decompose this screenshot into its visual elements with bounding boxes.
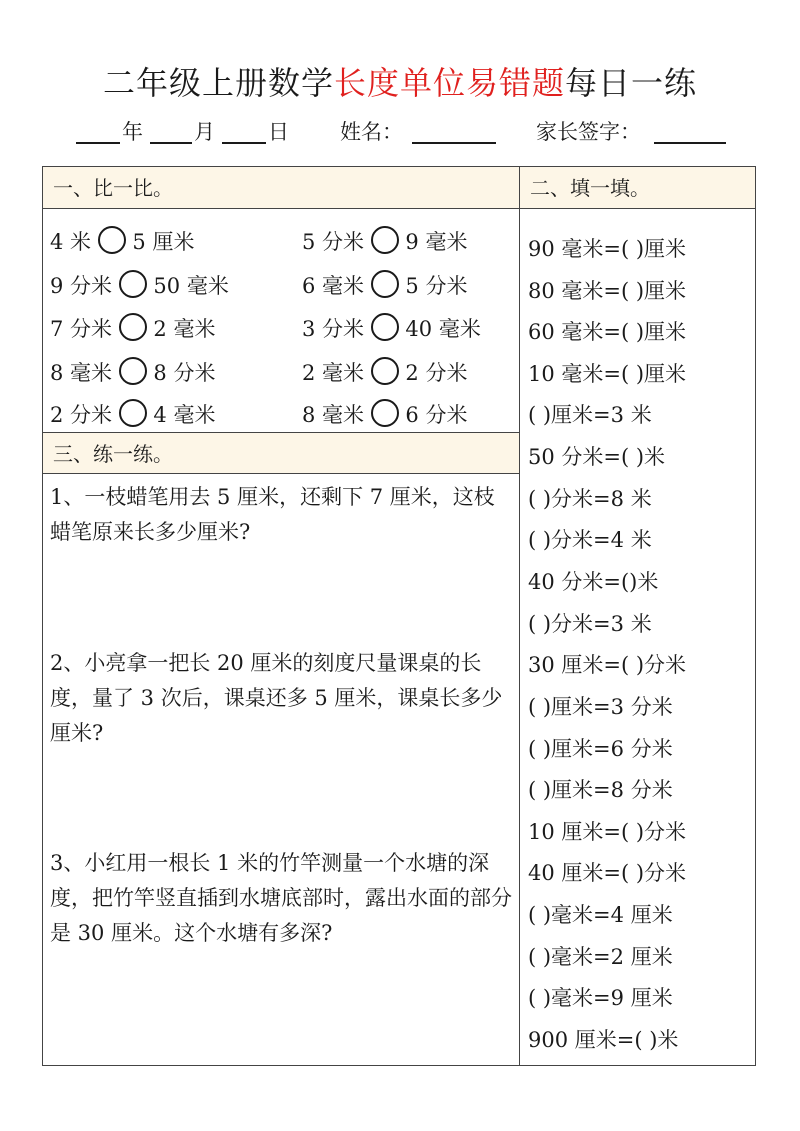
page-title — [0, 58, 800, 104]
title-part1: 二年级上册数学 — [102, 64, 334, 102]
compare-circle[interactable] — [371, 357, 399, 385]
compare-circle[interactable] — [119, 399, 147, 427]
title-highlight: 长度单位易错题 — [333, 64, 565, 102]
fill-item[interactable]: ( )分米=4 米 — [528, 528, 652, 552]
fill-item[interactable]: ( )厘米=8 分米 — [528, 778, 673, 802]
column-divider — [519, 166, 520, 1066]
fill-item[interactable]: ( )厘米=6 分米 — [528, 737, 673, 761]
year-blank[interactable] — [76, 116, 120, 144]
compare-row — [302, 270, 467, 300]
compare-right: 9 毫米 — [405, 230, 468, 254]
compare-right: 40 毫米 — [405, 317, 481, 341]
compare-left: 8 毫米 — [50, 361, 113, 385]
word-problem-3: 3、小红用一根长 1 米的竹竿测量一个水塘的深度，把竹竿竖直插到水塘底部时，露出水面的部分是 30 厘米。这个水塘有多深? — [50, 851, 512, 945]
header-fields — [0, 116, 800, 150]
fill-item[interactable]: 30 厘米=( )分米 — [528, 653, 687, 677]
word-problem-1: 1、一枝蜡笔用去 5 厘米，还剩下 7 厘米，这枝蜡笔原来长多少厘米? — [50, 485, 495, 544]
compare-right: 50 毫米 — [153, 274, 229, 298]
compare-circle[interactable] — [371, 399, 399, 427]
compare-circle[interactable] — [98, 226, 126, 254]
compare-row — [50, 313, 215, 343]
compare-row — [50, 399, 215, 429]
parent-sign-blank[interactable] — [654, 116, 726, 144]
compare-row — [50, 226, 194, 256]
fill-item[interactable]: 10 厘米=( )分米 — [528, 820, 687, 844]
day-label: 日 — [268, 120, 289, 144]
compare-circle[interactable] — [371, 313, 399, 341]
fill-item[interactable]: 80 毫米=( )厘米 — [528, 279, 687, 303]
section3-header: 三、练一练。 — [43, 432, 519, 474]
fill-item[interactable]: 60 毫米=( )厘米 — [528, 320, 687, 344]
title-part3: 每日一练 — [565, 64, 698, 102]
compare-right: 2 分米 — [405, 361, 468, 385]
compare-row — [302, 357, 467, 387]
year-label: 年 — [122, 120, 143, 144]
compare-left: 4 米 — [50, 230, 92, 254]
month-blank[interactable] — [150, 116, 192, 144]
fill-item[interactable]: ( )厘米=3 米 — [528, 403, 652, 427]
compare-row — [302, 399, 467, 429]
fill-item[interactable]: ( )分米=3 米 — [528, 612, 652, 636]
compare-circle[interactable] — [119, 270, 147, 298]
compare-row — [50, 270, 229, 300]
compare-left: 5 分米 — [302, 230, 365, 254]
fill-item[interactable]: ( )厘米=3 分米 — [528, 695, 673, 719]
compare-left: 3 分米 — [302, 317, 365, 341]
compare-circle[interactable] — [119, 313, 147, 341]
compare-left: 2 毫米 — [302, 361, 365, 385]
compare-right: 2 毫米 — [153, 317, 216, 341]
fill-item[interactable]: ( )毫米=9 厘米 — [528, 986, 673, 1010]
compare-circle[interactable] — [371, 226, 399, 254]
fill-item[interactable]: 900 厘米=( )米 — [528, 1028, 679, 1052]
compare-right: 5 厘米 — [132, 230, 195, 254]
fill-item[interactable]: ( )分米=8 米 — [528, 487, 652, 511]
fill-item[interactable]: ( )毫米=2 厘米 — [528, 945, 673, 969]
fill-item[interactable]: 10 毫米=( )厘米 — [528, 362, 687, 386]
compare-right: 4 毫米 — [153, 403, 216, 427]
compare-right: 8 分米 — [153, 361, 216, 385]
compare-left: 8 毫米 — [302, 403, 365, 427]
fill-item[interactable]: 40 分米=()米 — [528, 570, 659, 594]
name-label: 姓名： — [340, 120, 403, 144]
compare-circle[interactable] — [119, 357, 147, 385]
compare-left: 6 毫米 — [302, 274, 365, 298]
fill-item[interactable]: 90 毫米=( )厘米 — [528, 237, 687, 261]
section2-header: 二、填一填。 — [520, 167, 755, 209]
compare-row — [302, 226, 467, 256]
compare-left: 2 分米 — [50, 403, 113, 427]
compare-circle[interactable] — [371, 270, 399, 298]
compare-right: 6 分米 — [405, 403, 468, 427]
fill-item[interactable]: 40 厘米=( )分米 — [528, 861, 687, 885]
parent-sign-label: 家长签字： — [536, 120, 641, 144]
compare-row — [302, 313, 481, 343]
compare-left: 7 分米 — [50, 317, 113, 341]
section1-header: 一、比一比。 — [43, 167, 519, 209]
compare-row — [50, 357, 215, 387]
compare-left: 9 分米 — [50, 274, 113, 298]
fill-item[interactable]: ( )毫米=4 厘米 — [528, 903, 673, 927]
month-label: 月 — [194, 120, 215, 144]
word-problem-2: 2、小亮拿一把长 20 厘米的刻度尺量课桌的长度，量了 3 次后，课桌还多 5 厘米，课桌长多少厘米? — [50, 651, 503, 745]
compare-right: 5 分米 — [405, 274, 468, 298]
name-blank[interactable] — [412, 116, 496, 144]
day-blank[interactable] — [222, 116, 266, 144]
fill-item[interactable]: 50 分米=( )米 — [528, 445, 666, 469]
